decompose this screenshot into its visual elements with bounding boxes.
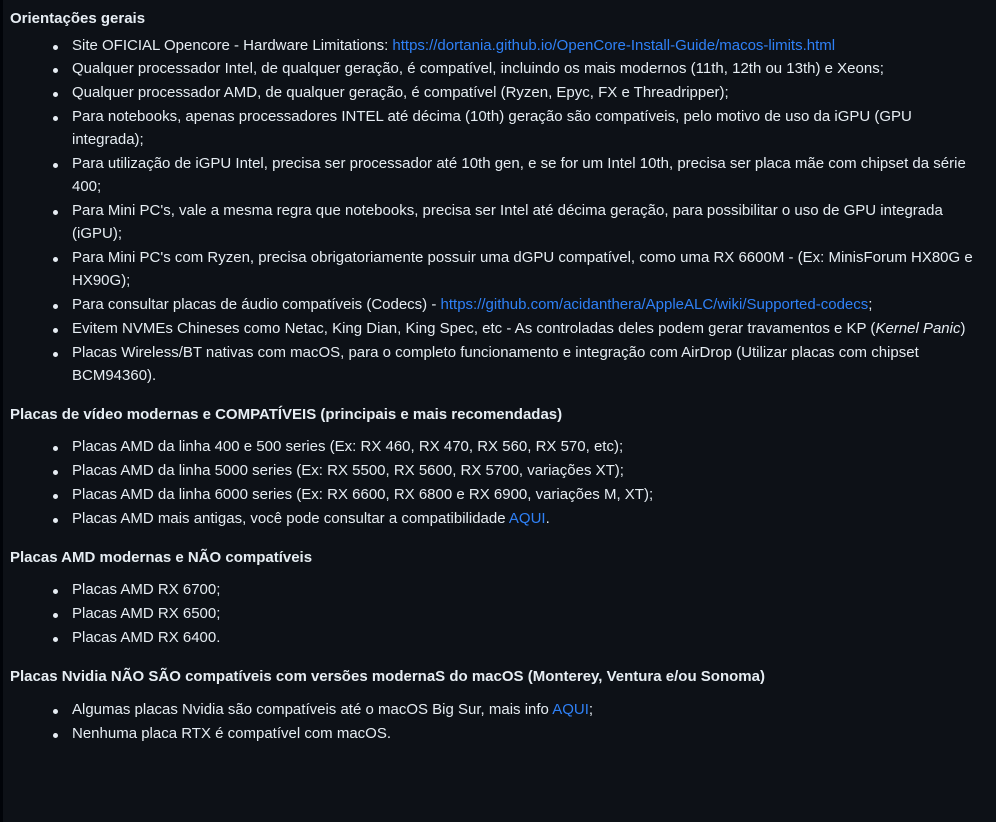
list-item	[50, 153, 980, 199]
list-item-text-tail: ;	[868, 295, 873, 313]
list-item-text: Para notebooks, apenas processadores INTEL até décima (10th) geração são compatíveis, pelo motivo de uso da iGPU (GPU integrada);	[72, 108, 912, 149]
list-item-text: Placas AMD RX 6400.	[72, 629, 221, 647]
section-orientacoes-gerais	[10, 8, 980, 388]
list-item-text: Placas Wireless/BT nativas com macOS, para o completo funcionamento e integração com AirDrop (Utilizar placas com chipset BCM94360).	[72, 343, 919, 384]
list-item-text: Evitem NVMEs Chineses como Netac, King Dian, King Spec, etc - As controladas deles podem gerar travamentos e KP (	[72, 319, 876, 337]
list-item-text: Para Mini PC's com Ryzen, precisa obrigatoriamente possuir uma dGPU compatível, como uma RX 6600M - (Ex: MinisForum HX80G e HX90G);	[72, 248, 973, 289]
list-item-text-tail: .	[545, 509, 550, 527]
list-item-text: Placas AMD mais antigas, você pode consultar a compatibilidade	[72, 509, 509, 527]
list-item-text: Placas AMD da linha 400 e 500 series (Ex: RX 460, RX 470, RX 560, RX 570, etc);	[72, 438, 624, 456]
bullet-list	[10, 436, 980, 531]
list-item-text: Site OFICIAL Opencore - Hardware Limitations:	[72, 36, 393, 54]
list-item	[50, 82, 980, 105]
list-item	[50, 35, 980, 58]
list-item	[50, 342, 980, 388]
list-item	[50, 318, 980, 341]
list-item	[50, 247, 980, 293]
list-item	[50, 579, 980, 602]
section-heading: Placas Nvidia NÃO SÃO compatíveis com versões modernaS do macOS (Monterey, Ventura e/ou Sonoma)	[10, 668, 765, 686]
list-item-text-tail: ;	[588, 700, 594, 718]
emphasis-kernel-panic: Kernel Panic	[875, 319, 961, 337]
list-item-text: Nenhuma placa RTX é compatível com macOS.	[72, 724, 392, 742]
link-nvidia-aqui[interactable]: AQUI	[552, 700, 589, 718]
list-item-text: Para consultar placas de áudio compatíveis (Codecs) -	[72, 295, 441, 313]
list-item-text: Para Mini PC's, vale a mesma regra que notebooks, precisa ser Intel até décima geração, para possibilitar o uso de GPU integrada (iGPU);	[72, 202, 943, 242]
list-item	[50, 294, 980, 317]
section-heading: Placas AMD modernas e NÃO compatíveis	[10, 548, 313, 566]
list-item	[50, 603, 980, 626]
section-heading: Placas de vídeo modernas e COMPATÍVEIS (principais e mais recomendadas)	[10, 405, 563, 423]
section-placas-nvidia	[10, 666, 980, 745]
list-item	[50, 508, 980, 531]
list-item-text: Qualquer processador Intel, de qualquer geração, é compatível, incluindo os mais modernos (11th, 12th ou 13th) e Xeons;	[72, 60, 884, 78]
list-item-text: Placas AMD RX 6700;	[72, 581, 221, 599]
list-item	[50, 484, 980, 507]
list-item	[50, 58, 980, 81]
left-gutter-bar	[0, 0, 3, 822]
list-item-text: Algumas placas Nvidia são compatíveis até o macOS Big Sur, mais info	[72, 700, 553, 718]
list-item	[50, 106, 980, 152]
link-supported-codecs[interactable]: https://github.com/acidanthera/AppleALC/wiki/Supported-codecs	[440, 295, 869, 313]
list-item-text: Qualquer processador AMD, de qualquer geração, é compatível (Ryzen, Epyc, FX e Threadripper);	[72, 84, 729, 102]
list-item	[50, 200, 980, 246]
link-compatibilidade-aqui[interactable]: AQUI	[508, 509, 546, 527]
list-item-text: Placas AMD da linha 5000 series (Ex: RX 5500, RX 5600, RX 5700, variações XT);	[72, 462, 624, 479]
list-item-text: Placas AMD da linha 6000 series (Ex: RX 6600, RX 6800 e RX 6900, variações M, XT);	[72, 485, 654, 503]
list-item	[50, 436, 980, 459]
bullet-list	[10, 579, 980, 650]
section-placas-amd-nao-compativeis	[10, 547, 980, 650]
bullet-list	[10, 699, 980, 746]
list-item	[50, 699, 980, 722]
list-item-text: Para utilização de iGPU Intel, precisa ser processador até 10th gen, e se for um Intel 10th, precisa ser placa mãe com chipset da série 400;	[72, 155, 966, 196]
link-hardware-limitations[interactable]: https://dortania.github.io/OpenCore-Install-Guide/macos-limits.html	[392, 36, 836, 54]
list-item	[50, 627, 980, 650]
list-item	[50, 723, 980, 746]
section-heading: Orientações gerais	[10, 10, 146, 27]
list-item-text-tail: )	[960, 319, 966, 337]
bullet-list	[10, 35, 980, 388]
list-item-text: Placas AMD RX 6500;	[72, 605, 221, 623]
section-placas-video-compativeis	[10, 404, 980, 531]
list-item	[50, 460, 980, 483]
